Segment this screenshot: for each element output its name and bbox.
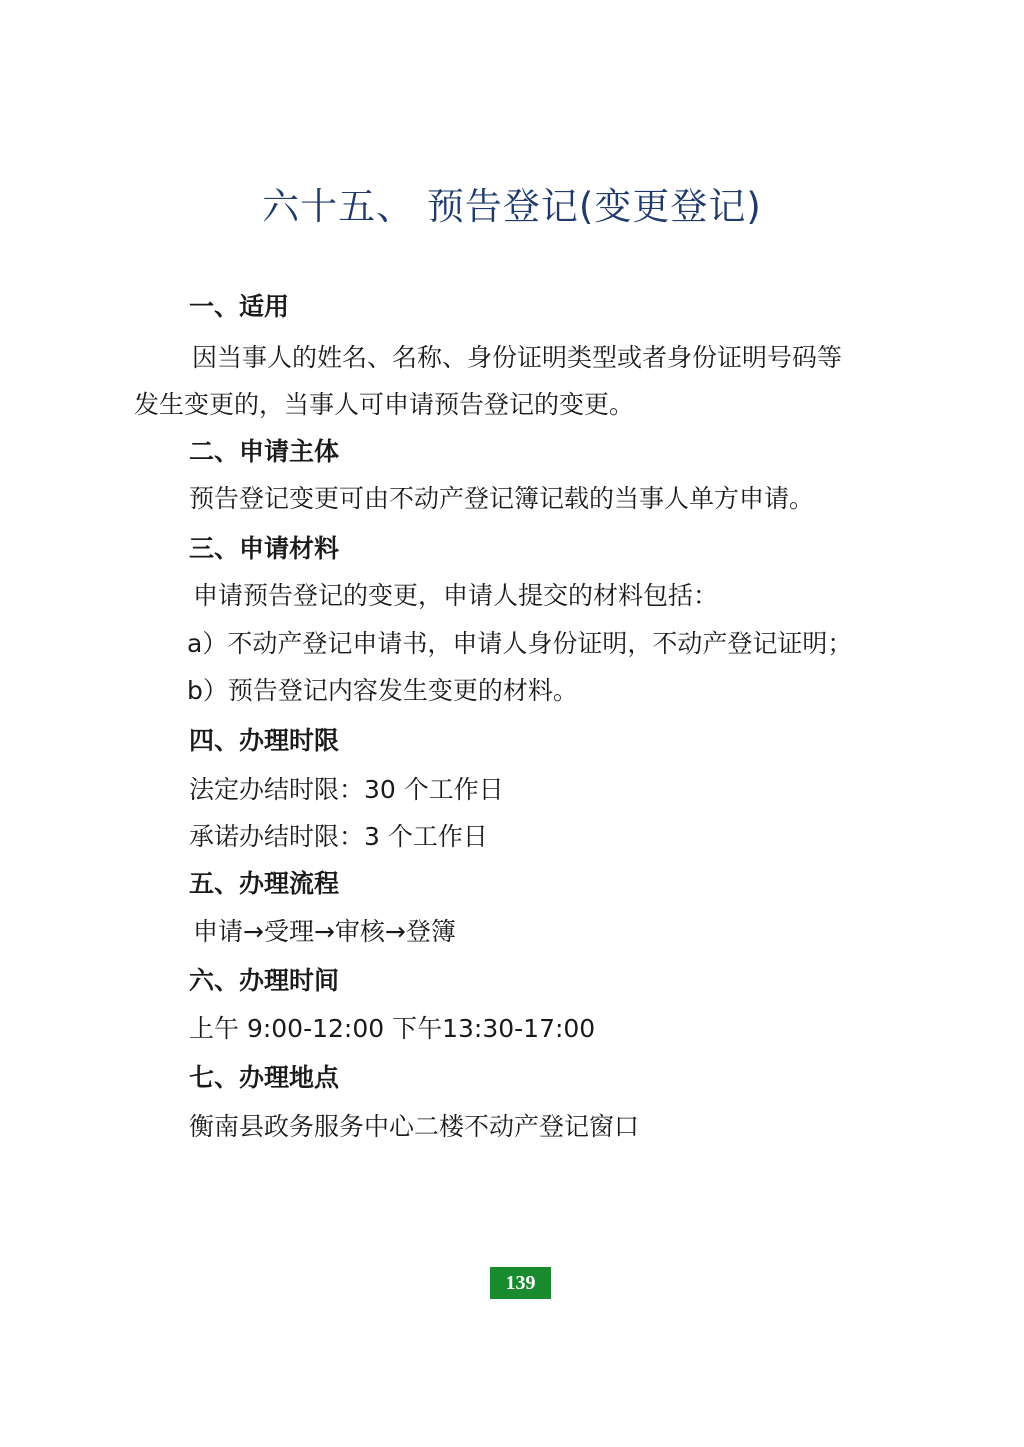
section-heading-hours: 六、办理时间 <box>189 966 340 995</box>
section-heading-time-limit: 四、办理时限 <box>189 726 340 755</box>
applicability-text-line1: 因当事人的姓名、名称、身份证明类型或者身份证明号码等 <box>192 343 843 372</box>
applicability-text-line2: 发生变更的，当事人可申请预告登记的变更。 <box>134 390 635 419</box>
office-hours: 上午 9:00-12:00 下午13:30-17:00 <box>189 1014 596 1043</box>
section-heading-applicability: 一、适用 <box>189 292 290 321</box>
materials-item-b: b）预告登记内容发生变更的材料。 <box>187 676 578 705</box>
section-heading-applicant: 二、申请主体 <box>189 437 340 466</box>
section-heading-process: 五、办理流程 <box>189 869 340 898</box>
page-number-badge: 139 <box>490 1267 551 1299</box>
office-location: 衡南县政务服务中心二楼不动产登记窗口 <box>189 1112 640 1141</box>
process-flow: 申请→受理→审核→登簿 <box>193 917 456 946</box>
section-heading-materials: 三、申请材料 <box>189 534 340 563</box>
page-title: 六十五、 预告登记(变更登记) <box>262 185 762 228</box>
materials-intro: 申请预告登记的变更，申请人提交的材料包括： <box>193 581 719 610</box>
promised-time-limit: 承诺办结时限：3 个工作日 <box>189 822 488 851</box>
section-heading-location: 七、办理地点 <box>189 1063 340 1092</box>
applicant-text: 预告登记变更可由不动产登记簿记载的当事人单方申请。 <box>189 484 815 513</box>
materials-item-a: a）不动产登记申请书，申请人身份证明，不动产登记证明； <box>187 629 853 658</box>
statutory-time-limit: 法定办结时限：30 个工作日 <box>189 775 504 804</box>
